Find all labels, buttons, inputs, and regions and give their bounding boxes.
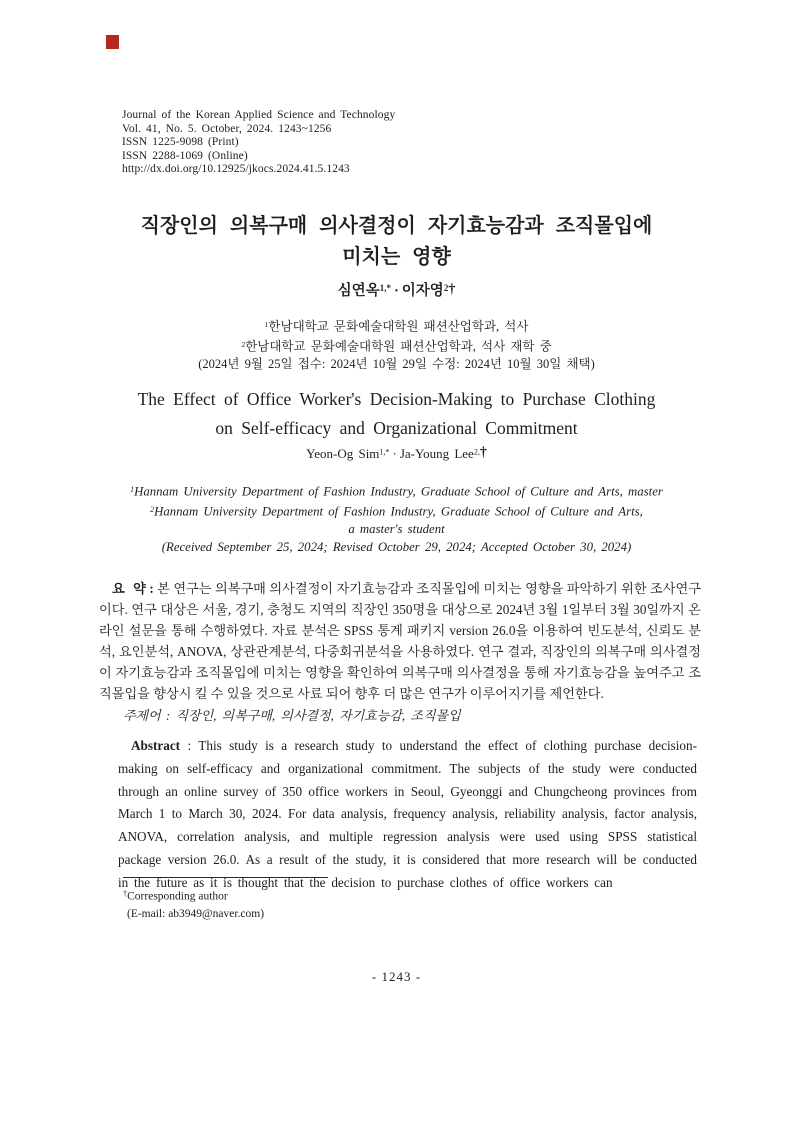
abstract-english-body: This study is a research study to understand the effect of clothing purchase decision-making on self-efficacy and organizational commitment. The subjects of the study were conducted through an online survey of 350 office workers in Seoul, Gyeonggi and Chungcheong provinces from March 1 to March 30, 2024. For data analysis, frequency analysis, reliability analysis, factor analysis, ANOVA, correlation analysis, and multiple regression analysis were used using SPSS statistical package version 26.0. As a result of the study, it is considered that more research will be conducted in the future as it is thought that the decision to purchase clothes of office workers can xyxy=(118,738,697,890)
footnote-dagger-icon: † xyxy=(123,889,128,898)
author-en-second: Ja-Young Lee xyxy=(399,446,474,461)
footnote-corresponding-text: Corresponding author xyxy=(127,890,228,903)
affiliations-english xyxy=(0,481,793,557)
journal-name: Journal of the Korean Applied Science and Technology xyxy=(122,109,396,121)
page-number: - 1243 - xyxy=(371,969,422,984)
author-kr-second: 이자영 xyxy=(401,283,444,299)
abstract-english-colon: : xyxy=(180,738,199,753)
authors-korean xyxy=(0,279,793,300)
journal-issn-online: ISSN 2288-1069 (Online) xyxy=(122,149,248,162)
affil-kr-2-superscript: 2 xyxy=(241,340,246,350)
title-english-line1: The Effect of Office Worker's Decision-Making to Purchase Clothing xyxy=(137,389,656,409)
author-kr-first: 심연옥 xyxy=(337,283,380,299)
red-stamp-mark xyxy=(106,35,119,49)
footnote-corresponding-author xyxy=(123,885,264,905)
abstract-english-label: Abstract xyxy=(131,738,181,753)
corresponding-dagger-icon: † xyxy=(448,282,456,297)
affiliation-en-1 xyxy=(0,481,793,501)
affil-kr-2-text: 한남대학교 문화예술대학원 패션산업학과, 석사 재학 중 xyxy=(245,339,552,354)
received-dates-korean: (2024년 9월 25일 접수: 2024년 10월 29일 수정: 2024년 10월 30일 채택) xyxy=(198,357,595,372)
author-kr-second-superscript: 2 xyxy=(443,282,449,293)
title-korean xyxy=(0,211,793,273)
affil-kr-1-text: 한남대학교 문화예술대학원 패션산업학과, 석사 xyxy=(268,319,529,334)
affil-en-2-superscript: 2 xyxy=(150,505,155,515)
affiliation-en-2-continued: a master's student xyxy=(348,522,445,537)
journal-issn-print: ISSN 1225-9098 (Print) xyxy=(122,136,239,149)
abstract-korean-body: 본 연구는 의복구매 의사결정이 자기효능감과 조직몰입에 미치는 영향을 파악하기 위한 조사연구이다. 연구 대상은 서울, 경기, 충청도 지역의 직장인 350명을 대상으로 2024년 3월 1일부터 3월 30일까지 온라인 설문을 통해 수행하였다. 자료 분석은 SPSS 통계 패키지 version 26.0을 이용하여 빈도분석, 신뢰도 분석, 요인분석, ANOVA, 상관관계분석, 다중회귀분석을 사용하였다. 연구 결과, 직장인의 의복구매 의사결정이 자기효능감과 조직몰입에 미치는 영향을 확인하여 의복구매 의사결정을 통해 자기효능감을 높여주고 조직몰입을 향상시 킬 수 있을 것으로 사료 되어 향후 더 많은 연구가 이루어지기를 제언한다. xyxy=(99,581,701,701)
footnote xyxy=(123,885,264,923)
title-english-line2: on Self-efficacy and Organizational Commitment xyxy=(215,417,578,438)
author-en-separator-dot: · xyxy=(392,446,397,461)
affiliation-kr-2 xyxy=(0,336,793,356)
abstract-korean xyxy=(99,578,701,704)
abstract-english xyxy=(118,735,697,895)
affil-kr-1-superscript: 1 xyxy=(264,320,269,329)
author-en-second-superscript: 2, xyxy=(473,447,480,457)
author-kr-first-superscript: 1,* xyxy=(379,282,391,293)
title-korean-line1: 직장인의 의복구매 의사결정이 자기효능감과 조직몰입에 xyxy=(140,215,653,237)
title-english xyxy=(0,385,793,442)
keywords-korean: 주제어 : 직장인, 의복구매, 의사결정, 자기효능감, 조직몰입 xyxy=(123,708,461,723)
abstract-korean-colon: : xyxy=(145,581,158,596)
journal-header xyxy=(122,109,395,177)
authors-english xyxy=(0,445,793,462)
author-en-first: Yeon-Og Sim xyxy=(306,446,380,461)
title-korean-line2: 미치는 영향 xyxy=(342,246,451,268)
affil-en-1-superscript: 1 xyxy=(130,485,135,494)
affil-en-1-text: Hannam University Department of Fashion Industry, Graduate School of Culture and Arts, master xyxy=(134,484,663,499)
journal-doi-url: http://dx.doi.org/10.12925/jkocs.2024.41.5.1243 xyxy=(122,163,350,176)
author-en-first-superscript: 1,* xyxy=(379,447,390,457)
corresponding-dagger-en-icon: † xyxy=(479,445,487,460)
author-separator-dot: · xyxy=(393,283,399,299)
affiliations-korean xyxy=(0,316,793,374)
received-dates-english: (Received September 25, 2024; Revised October 29, 2024; Accepted October 30, 2024) xyxy=(161,539,632,554)
affiliation-en-2 xyxy=(0,501,793,521)
affiliation-kr-1 xyxy=(0,316,793,336)
journal-vol-issue: Vol. 41, No. 5. October, 2024. 1243~1256 xyxy=(122,122,332,135)
footnote-email: (E-mail: ab3949@naver.com) xyxy=(127,908,265,921)
footnote-divider xyxy=(123,877,328,878)
affil-en-2-text: Hannam University Department of Fashion Industry, Graduate School of Culture and Arts, xyxy=(154,504,643,519)
abstract-korean-label: 요 약 xyxy=(112,581,146,596)
